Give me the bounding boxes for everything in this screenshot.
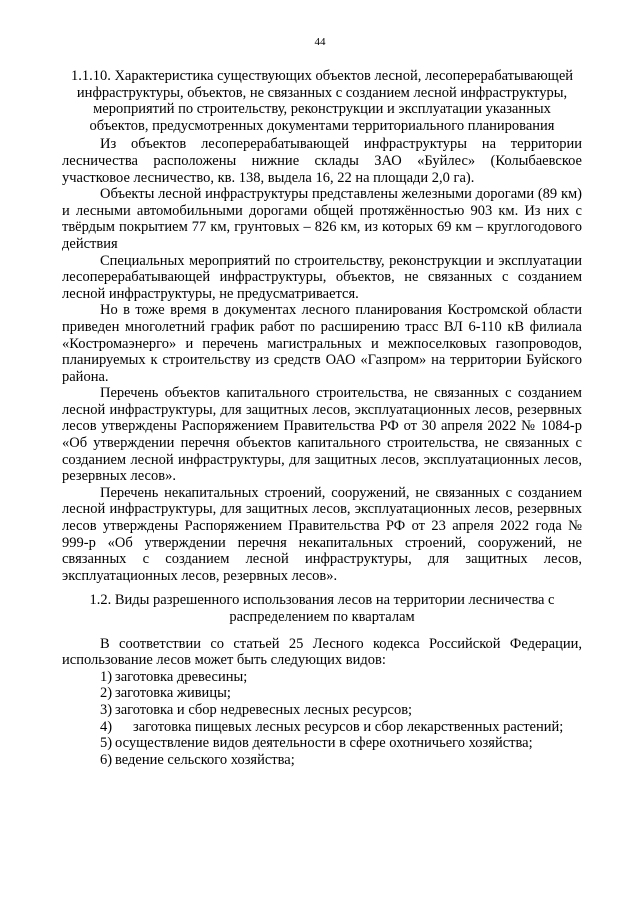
list-item-text: заготовка пищевых лесных ресурсов и сбор лекарственных растений; bbox=[133, 718, 564, 735]
list-item bbox=[62, 719, 582, 736]
list-item bbox=[62, 735, 582, 752]
page-number: 44 bbox=[314, 36, 326, 48]
list-item-number: 4) bbox=[100, 718, 113, 735]
paragraph: Перечень объектов капитального строительства, не связанных с созданием лесной инфраструктуры, для защитных лесов, эксплуатационных лесов, резервных лесов утверждены Распоряжением Правительства РФ от 30 апреля 2022 № 1084-р «Об утверждении перечня объектов капитального строительства, не связанных с созданием лесной инфраструктуры, для защитных лесов, эксплуатационных лесов, резервных лесов». bbox=[62, 385, 582, 485]
paragraph: Перечень некапитальных строений, сооружений, не связанных с созданием лесной инфраструктуры, для защитных лесов, эксплуатационных лесов, резервных лесов утверждены Распоряжением Правительства РФ от 23 апреля 2022 года № 999-р «Об утверждении перечня некапитальных строений, сооружений, не связанных с созданием лесной инфраструктуры, для защитных лесов, эксплуатационных лесов, резервных лесов». bbox=[62, 484, 582, 584]
paragraph: Специальных мероприятий по строительству, реконструкции и эксплуатации лесоперерабатывающей инфраструктуры, объектов, не связанных с созданием лесной инфраструктуры, не предусматривается. bbox=[62, 252, 582, 302]
list-item-number: 5) bbox=[100, 735, 113, 752]
list-item-text: заготовка древесины; bbox=[115, 668, 248, 685]
list-item-text: ведение сельского хозяйства; bbox=[115, 751, 295, 768]
list-intro: В соответствии со статьей 25 Лесного кодекса Российской Федерации, использование лесов может быть следующих видов: bbox=[62, 635, 582, 669]
section-heading-1-2: 1.2. Виды разрешенного использования лесов на территории лесничества с распределением по кварталам bbox=[89, 592, 555, 625]
list-item-number: 6) bbox=[100, 751, 113, 768]
paragraph: Но в тоже время в документах лесного планирования Костромской области приведен многолетний график работ по расширению трасс ВЛ 6-110 кВ филиала «Костромаэнерго» и перечень магистральных и межпоселковых газопроводов, планируемых к строительству из средств ОАО «Газпром» на территории Буйского района. bbox=[62, 302, 582, 385]
list-item bbox=[62, 669, 582, 686]
list-item bbox=[62, 702, 582, 719]
list-item-number: 2) bbox=[100, 685, 113, 702]
list-item-text: заготовка и сбор недревесных лесных ресурсов; bbox=[115, 701, 413, 718]
list-item-number: 1) bbox=[100, 668, 113, 685]
paragraph: Объекты лесной инфраструктуры представлены железными дорогами (89 км) и лесными автомобильными дорогами общей протяжённостью 903 км. Из них с твёрдым покрытием 77 км, грунтовых – 826 км, из которых 69 км – круглогодового действия bbox=[62, 186, 582, 252]
usage-types-list bbox=[62, 669, 582, 769]
list-item-number: 3) bbox=[100, 701, 113, 718]
list-item bbox=[62, 752, 582, 769]
page-content bbox=[62, 68, 582, 768]
list-item-text: заготовка живицы; bbox=[115, 685, 231, 702]
section-heading-1-1-10: 1.1.10. Характеристика существующих объектов лесной, лесоперерабатывающей инфраструктуры, объектов, не связанных с созданием лесной инфраструктуры, мероприятий по строительству, реконструкции и эксплуатации указанных объектов, предусмотренных документами территориального планирования bbox=[70, 68, 574, 134]
list-item-text: осуществление видов деятельности в сфере охотничьего хозяйства; bbox=[115, 735, 533, 752]
paragraph: Из объектов лесоперерабатывающей инфраструктуры на территории лесничества расположены нижние склады ЗАО «Буйлес» (Колыбаевское участковое лесничество, кв. 138, выдела 16, 22 на площади 2,0 га). bbox=[62, 136, 582, 186]
list-item bbox=[62, 685, 582, 702]
